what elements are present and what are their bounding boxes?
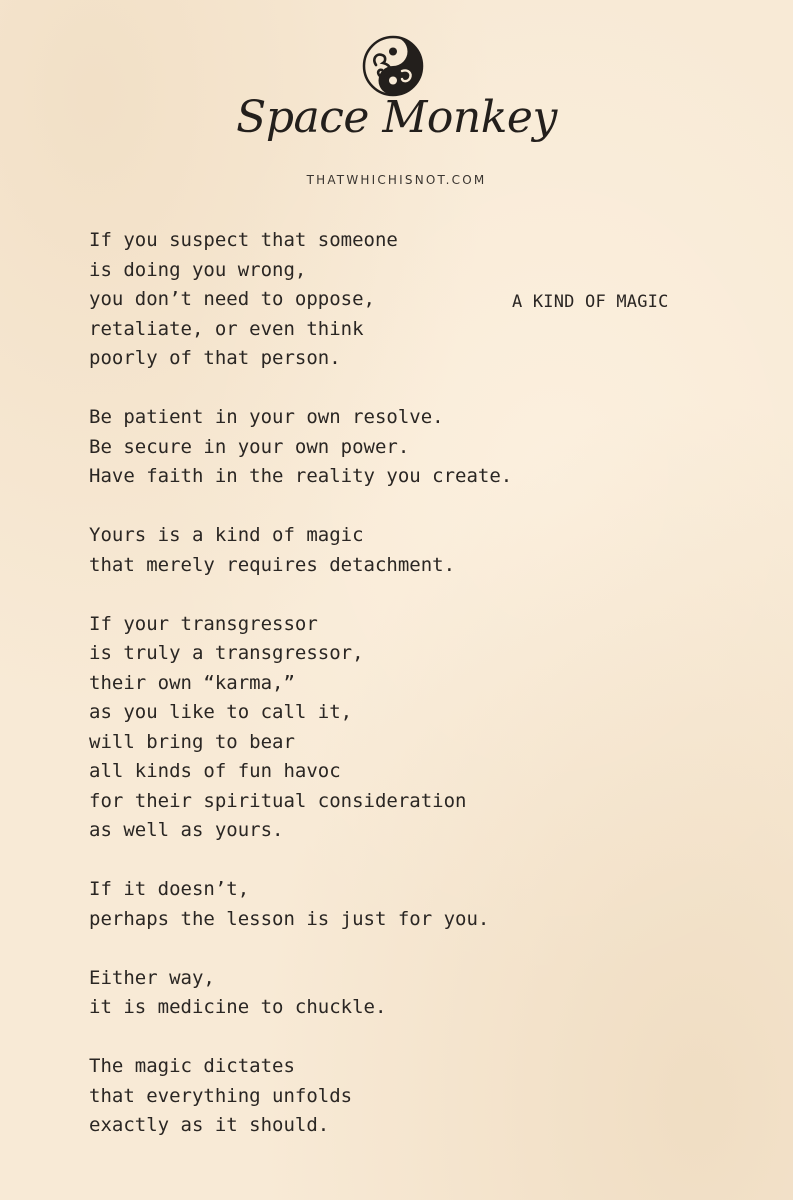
poem-line: retaliate, or even think: [89, 317, 364, 340]
poem-line: Yours is a kind of magic: [89, 524, 364, 546]
poem-line: perhaps the lesson is just for you.: [89, 907, 490, 930]
poem-line: you don’t need to oppose,: [89, 288, 375, 310]
poem-line: poorly of that person.: [89, 347, 341, 369]
yin-yang-monkey-icon: [362, 35, 424, 97]
brand-url: THATWHICHISNOT.COM: [306, 173, 487, 187]
poem-stanza: [89, 521, 729, 580]
poem-line: for their spiritual consideration: [89, 789, 467, 812]
poem-line: that everything unfolds: [89, 1084, 353, 1107]
poem-line: their own “karma,”: [89, 671, 295, 694]
poem-line: is doing you wrong,: [89, 258, 307, 281]
poem-line: Be patient in your own resolve.: [89, 406, 444, 428]
poem-stanza: [89, 610, 729, 846]
poem-stanza: [89, 964, 729, 1023]
poem-line: If your transgressor: [89, 612, 318, 635]
brand-name: Space Monkey: [236, 92, 557, 143]
poem-body: [89, 226, 729, 1170]
poem-line: exactly as it should.: [89, 1114, 330, 1136]
poem-line: as well as yours.: [89, 819, 284, 841]
poem-line: Either way,: [89, 966, 215, 989]
poem-stanza: [89, 403, 729, 492]
poem-line: Be secure in your own power.: [89, 435, 410, 458]
poem-line: that merely requires detachment.: [89, 553, 456, 576]
poem-stanza: [89, 1052, 729, 1141]
poem-line: will bring to bear: [89, 730, 295, 753]
poem-line: If it doesn’t,: [89, 878, 250, 900]
poem-line: is truly a transgressor,: [89, 642, 364, 664]
poem-stanza: [89, 875, 729, 934]
poem-title: A KIND OF MAGIC: [512, 292, 669, 312]
poem-stanza: [89, 226, 729, 374]
poem-line: The magic dictates: [89, 1055, 295, 1077]
poem-line: Have faith in the reality you create.: [89, 465, 513, 487]
poem-line: If you suspect that someone: [89, 229, 398, 251]
poem-line: as you like to call it,: [89, 701, 353, 723]
poem-line: all kinds of fun havoc: [89, 760, 341, 782]
poem-line: it is medicine to chuckle.: [89, 996, 387, 1018]
